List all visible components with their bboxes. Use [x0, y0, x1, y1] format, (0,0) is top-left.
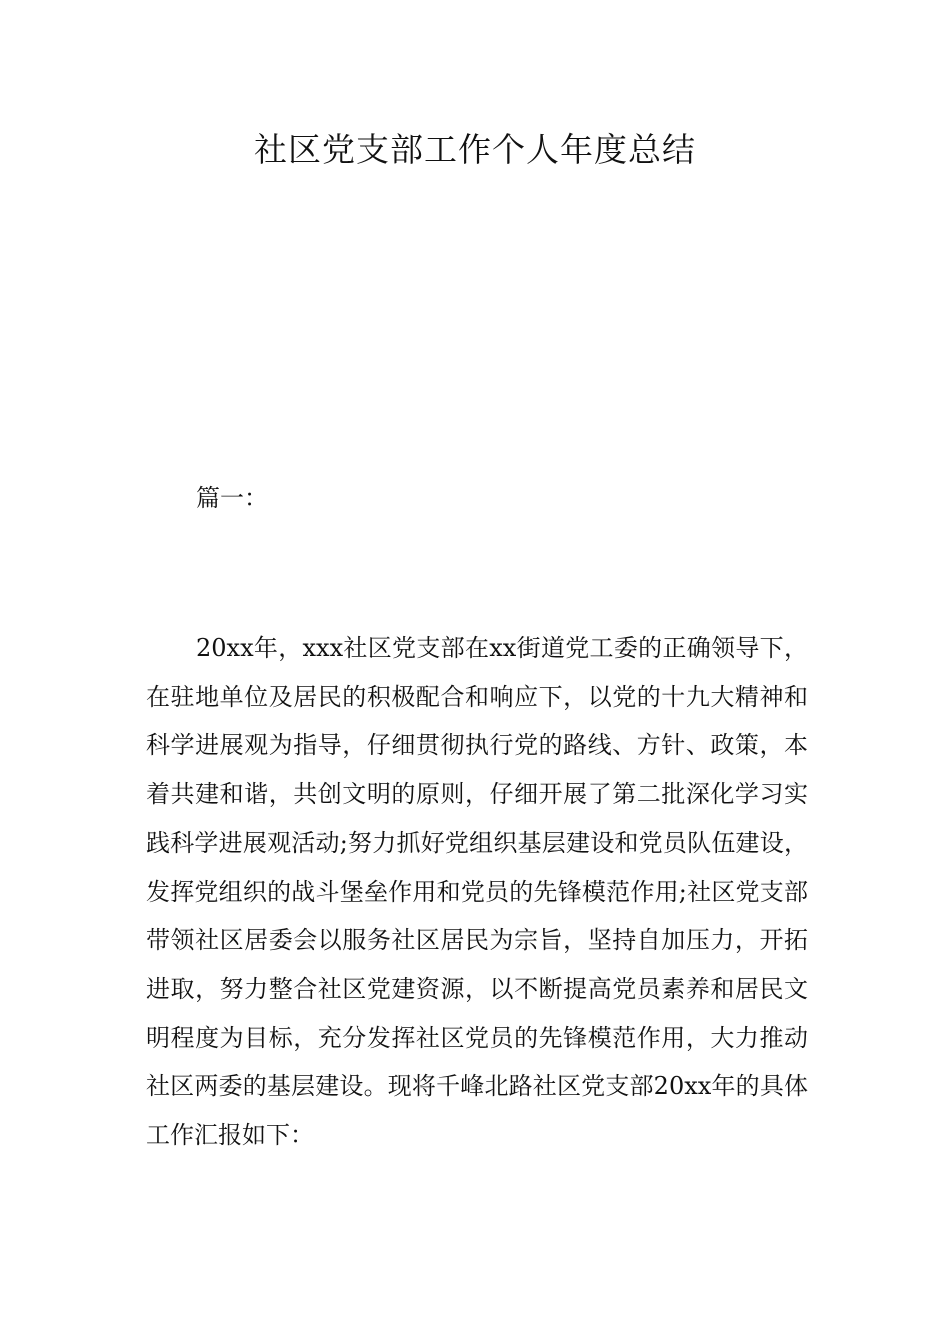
- section-label: 篇一：: [196, 484, 268, 512]
- body-paragraph: 20xx年，xxx社区党支部在xx街道党工委的正确领导下，在驻地单位及居民的积极配合和响应下，以党的十九大精神和科学进展观为指导，仔细贯彻执行党的路线、方针、政策，本着共建和谐，共创文明的原则，仔细开展了第二批深化学习实践科学进展观活动;努力抓好党组织基层建设和党员队伍建设，发挥党组织的战斗堡垒作用和党员的先锋模范作用;社区党支部带领社区居委会以服务社区居民为宗旨，坚持自加压力，开拓进取，努力整合社区党建资源，以不断提高党员素养和居民文明程度为目标，充分发挥社区党员的先锋模范作用，大力推动社区两委的基层建设。现将千峰北路社区党支部20xx年的具体工作汇报如下：: [146, 634, 808, 1150]
- document-title: 社区党支部工作个人年度总结: [254, 130, 696, 169]
